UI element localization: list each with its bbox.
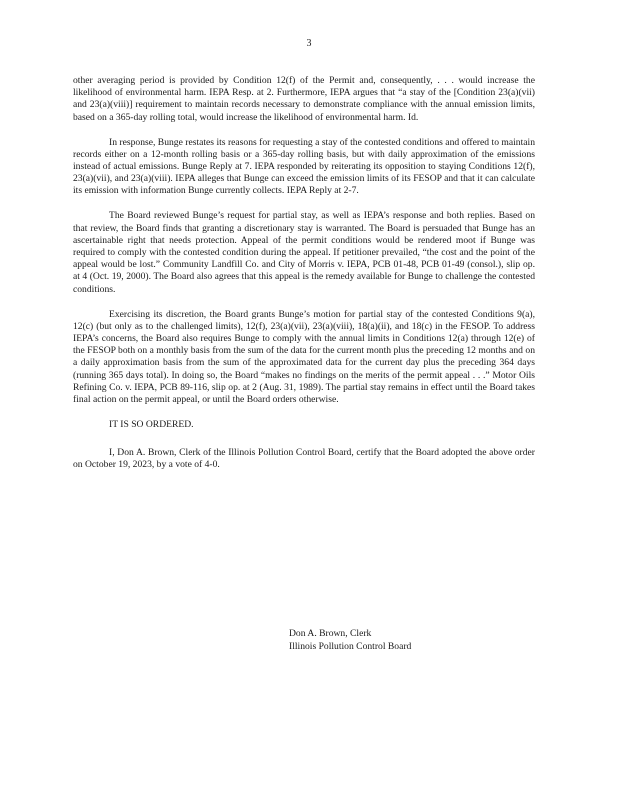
paragraph-iepa-argument: other averaging period is provided by Condition 12(f) of the Permit and, consequently, . . . would increase the likelihood of environmental harm. IEPA Resp. at 2. Furthermore, IEPA argues that “a stay of the [Condition 23(a)(vii) and 23(a)(viii)] requirement to maintain records necessary to demonstrate compliance with the annual emission limits, based on a 365-day rolling total, would increase the likelihood of environmental harm. Id.	[73, 75, 535, 123]
order-statement: IT IS SO ORDERED.	[109, 419, 194, 431]
signature-organization: Illinois Pollution Control Board	[289, 641, 412, 652]
document-body	[73, 75, 535, 472]
signature-name: Don A. Brown, Clerk	[289, 628, 372, 639]
page-number: 3	[306, 38, 312, 49]
paragraph-bunge-response: In response, Bunge restates its reasons for requesting a stay of the contested conditions and offered to maintain records either on a 12-month rolling basis or a 365-day rolling basis, but with daily approximation of the emissions instead of actual emissions. Bunge Reply at 7. IEPA responded by reiterating its opposition to staying Conditions 12(f), 23(a)(vii), and 23(a)(viii). IEPA alleges that Bunge can exceed the emission limits of its FESOP and that it can calculate its emission with information Bunge currently collects. IEPA Reply at 2-7.	[73, 136, 535, 197]
signature-block	[289, 627, 411, 653]
paragraph-board-grants-stay: Exercising its discretion, the Board grants Bunge’s motion for partial stay of the contested Conditions 9(a), 12(c) (but only as to the challenged limits), 12(f), 23(a)(vii), 23(a)(viii), 18(a)(ii), and 18(c) in the FESOP. To address IEPA’s concerns, the Board also requires Bunge to comply with the annual limits in Conditions 12(a) through 12(e) of the FESOP both on a monthly basis from the sum of the data for the current month plus the preceding 12 months and on a daily approximation basis from the sum of the approximated data for the current day plus the preceding 364 days (running 365 days total). In doing so, the Board “makes no findings on the merits of the permit appeal . . .” Motor Oils Refining Co. v. IEPA, PCB 89-116, slip op. at 2 (Aug. 31, 1989). The partial stay remains in effect until the Board takes final action on the permit appeal, or until the Board orders otherwise.	[73, 308, 535, 406]
clerk-certification: I, Don A. Brown, Clerk of the Illinois Pollution Control Board, certify that the Board adopted the above order on October 19, 2023, by a vote of 4-0.	[73, 447, 535, 471]
paragraph-board-review: The Board reviewed Bunge’s request for partial stay, as well as IEPA’s response and both replies. Based on that review, the Board finds that granting a discretionary stay is warranted. The Board is persuaded that Bunge has an ascertainable right that needs protection. Appeal of the permit conditions would be rendered moot if Bunge was required to comply with the contested condition during the appeal. If petitioner prevailed, “the cost and the point of the appeal would be lost.” Community Landfill Co. and City of Morris v. IEPA, PCB 01-48, PCB 01-49 (consol.), slip op. at 4 (Oct. 19, 2000). The Board also agrees that this appeal is the remedy available for Bunge to challenge the contested conditions.	[73, 210, 535, 295]
